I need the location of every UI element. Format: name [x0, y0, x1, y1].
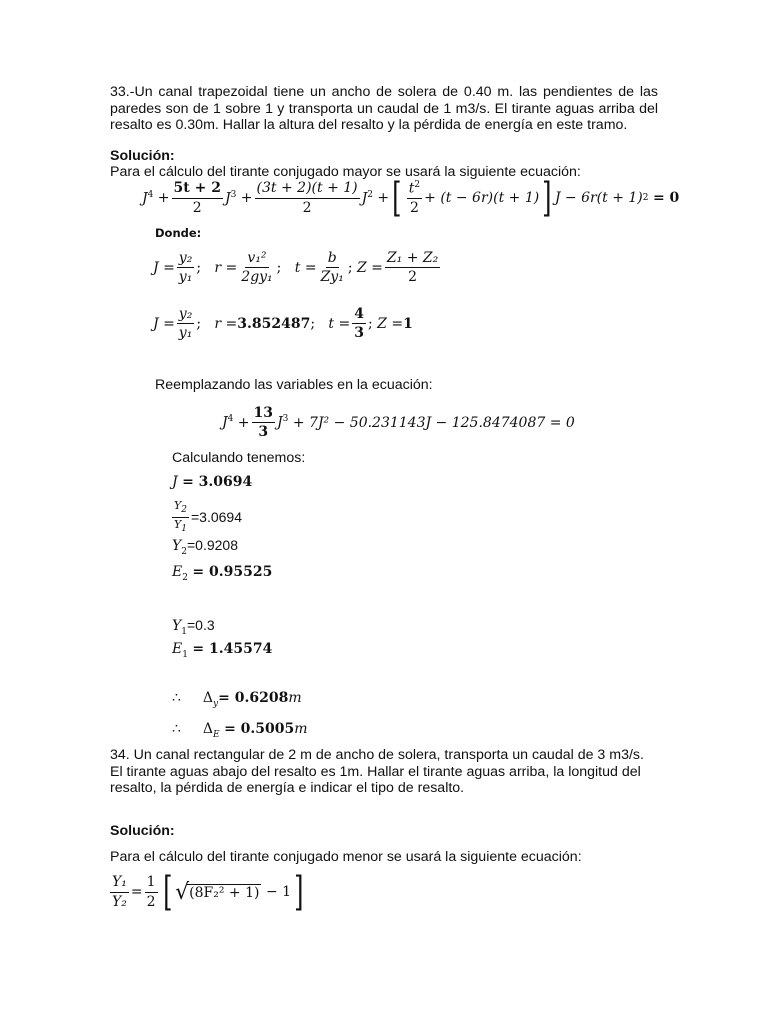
result-J: J = 3.0694	[172, 474, 253, 490]
equation-conjugate-major: $J^4$ + $\frac{5t + 2}{2}$ $J^3$ + $\frac{(3t + 2)(t + 1)}{2}$ $J^2$ + [ $\frac{t^2}{2}$ + (t − 6r)(t + 1) ] J − 6r(t + 1) 2 = 0	[142, 175, 680, 221]
variable-definitions: J = $\frac{\text{y₂}}{\text{y₁}}$ ; r = $\frac{\text{v₁²}}{\text{2gy₁}}$ ; t = $\frac{b}{\text{Zy₁}}$ ; Z = $\frac{\text{Z₁ + Z₂}}{2}$	[153, 250, 439, 286]
solution-33-label: Solución:	[110, 148, 175, 164]
result-delta-E: ∴ $\Delta_E = 0.5005m$	[172, 721, 308, 740]
equation-substituted: $J^4$ + $\frac{13}{3}$ $J^3$ + 7J² − 50.231143J − 125.8474087 = 0	[222, 405, 575, 441]
equation-conjugate-minor: $\frac{\text{Y₁}}{\text{Y₂}}$ = $\frac{1}{2}$ [ √ (8F₂² + 1) − 1 ]	[112, 869, 304, 915]
eq-frac-1: $\frac{5t + 2}{2}$	[173, 180, 221, 216]
solution-34-label: Solución:	[110, 823, 175, 839]
donde-label: Donde:	[155, 226, 202, 240]
result-delta-y: ∴ $\Delta_y= 0.6208m$	[172, 690, 302, 709]
result-Y1: $Y_1=0.3$	[172, 617, 215, 637]
result-Y2: $Y_2=0.9208$	[172, 537, 238, 557]
result-E1: $E_1 = 1.45574$	[172, 641, 273, 660]
eq-term-j4: $J^4$	[142, 189, 154, 207]
problem-33-statement: 33.-Un canal trapezoidal tiene un ancho de solera de 0.40 m. las pendientes de las paredes son de 1 sobre 1 y transporta un caudal de 1 m3/s. El tirante aguas arriba del resalto es 0.30m. Hallar la altura del resalto y la pérdida de energía en este tramo.	[110, 84, 658, 133]
variable-values: J = $\frac{\text{y₂}}{\text{y₁}}$ ; r = 3.852487 ; t = $\frac{4}{3}$ ; Z = 1	[153, 306, 413, 342]
reemplazando-text: Reemplazando las variables en la ecuación:	[155, 377, 433, 393]
result-ratio: $\frac{Y_2}{Y_1}$ =3.0694	[174, 499, 242, 534]
result-E2: $E_2 = 0.95525$	[172, 564, 273, 583]
problem-34-statement: 34. Un canal rectangular de 2 m de ancho de solera, transporta un caudal de 3 m3/s. El tirante aguas abajo del resalto es 1m. Hallar el tirante aguas arriba, la longitud del resalto, la pérdida de energía e indicar el tipo de resalto.	[110, 747, 644, 796]
solution-33-intro: Para el cálculo del tirante conjugado mayor se usará la siguiente ecuación:	[110, 164, 581, 180]
solution-34-intro: Para el cálculo del tirante conjugado menor se usará la siguiente ecuación:	[110, 849, 582, 865]
calculando-text: Calculando tenemos:	[172, 450, 306, 466]
eq-frac-2: $\frac{(3t + 2)(t + 1)}{2}$	[256, 180, 358, 216]
eq-frac-3: $\frac{t^2}{2}$	[408, 180, 421, 216]
